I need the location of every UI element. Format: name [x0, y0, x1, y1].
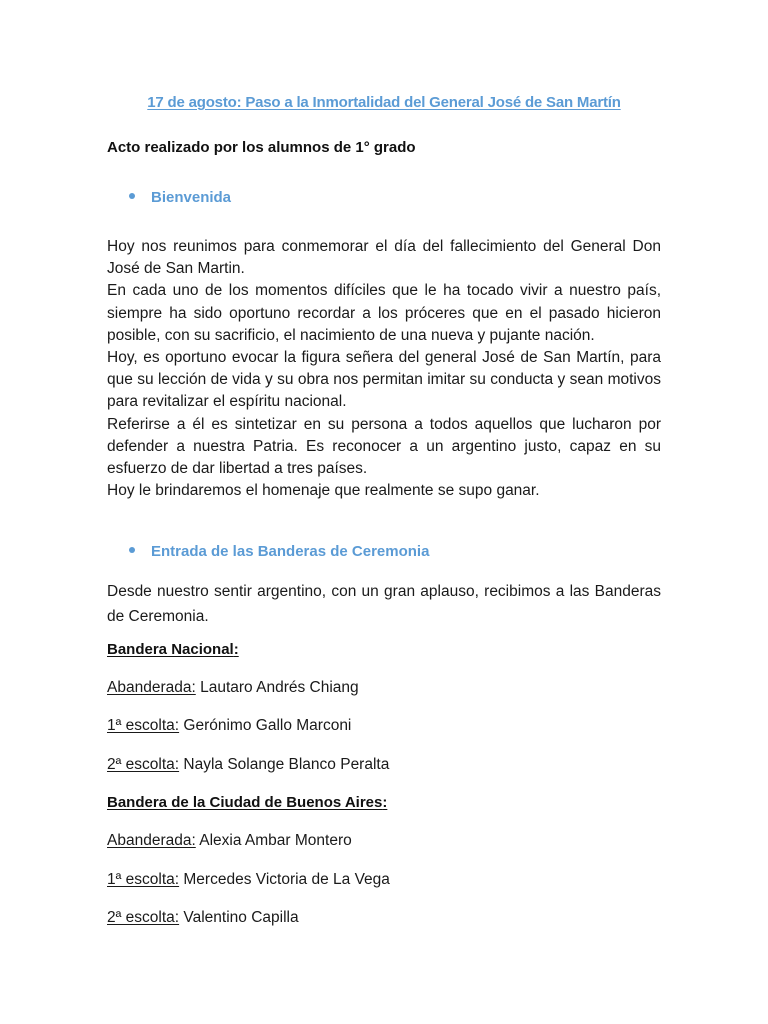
role-name: Nayla Solange Blanco Peralta	[179, 756, 390, 773]
role-label: 1ª escolta:	[107, 871, 180, 888]
role-label: Abanderada:	[107, 832, 196, 849]
paragraph: Hoy le brindaremos el homenaje que realmente se supo ganar.	[107, 482, 540, 500]
bienvenida-text	[107, 236, 661, 502]
section-heading-label: Entrada de las Banderas de Ceremonia	[151, 543, 430, 560]
role-line-abanderada	[107, 679, 359, 697]
section-heading-label: Bienvenida	[151, 189, 232, 206]
paragraph: Hoy nos reunimos para conmemorar el día del fallecimiento del General Don José de San Martin.	[107, 238, 661, 278]
document-title: 17 de agosto: Paso a la Inmortalidad del General José de San Martín	[147, 94, 621, 111]
role-line-escolta-2	[107, 756, 389, 774]
section-heading-bienvenida	[129, 189, 231, 206]
paragraph: En cada uno de los momentos difíciles que le ha tocado vivir a nuestro país, siempre ha sido oportuno recordar a los próceres que en el pasado hicieron posible, con su sacrificio, el nacimiento de una nueva y pujante nación.	[107, 282, 661, 344]
role-name: Valentino Capilla	[179, 909, 299, 926]
section-heading-entrada	[129, 543, 429, 560]
role-line-escolta-2	[107, 909, 299, 927]
role-label: 1ª escolta:	[107, 717, 180, 734]
role-name: Lautaro Andrés Chiang	[195, 679, 359, 696]
flag-heading-colon: :	[382, 794, 388, 811]
role-label: Abanderada:	[107, 679, 196, 696]
role-name: Mercedes Victoria de La Vega	[179, 871, 390, 888]
bullet-icon	[129, 193, 135, 199]
flag-heading-nacional	[107, 641, 239, 658]
flag-heading-colon: :	[233, 641, 239, 658]
role-name: Alexia Ambar Montero	[195, 832, 352, 849]
role-line-abanderada	[107, 832, 352, 850]
flag-heading-ciudad	[107, 794, 387, 811]
role-label: 2ª escolta:	[107, 909, 180, 926]
entrada-paragraph: Desde nuestro sentir argentino, con un gran aplauso, recibimos a las Banderas de Ceremonia.	[107, 583, 661, 625]
bullet-icon	[129, 547, 135, 553]
role-line-escolta-1	[107, 871, 390, 889]
flag-heading-label: Bandera Nacional	[107, 641, 234, 658]
paragraph: Referirse a él es sintetizar en su persona a todos aquellos que lucharon por defender a nuestra Patria. Es reconocer a un argentino justo, capaz en su esfuerzo de dar libertad a tres países.	[107, 415, 661, 478]
document-subtitle: Acto realizado por los alumnos de 1° grado	[107, 139, 416, 156]
role-line-escolta-1	[107, 717, 351, 735]
role-label: 2ª escolta:	[107, 756, 180, 773]
role-name: Gerónimo Gallo Marconi	[179, 717, 352, 734]
flag-heading-label: Bandera de la Ciudad de Buenos Aires	[107, 794, 383, 811]
paragraph: Hoy, es oportuno evocar la figura señera del general José de San Martín, para que su lección de vida y su obra nos permitan imitar su conducta y sean motivos para revitalizar el espíritu nacional.	[107, 349, 661, 411]
